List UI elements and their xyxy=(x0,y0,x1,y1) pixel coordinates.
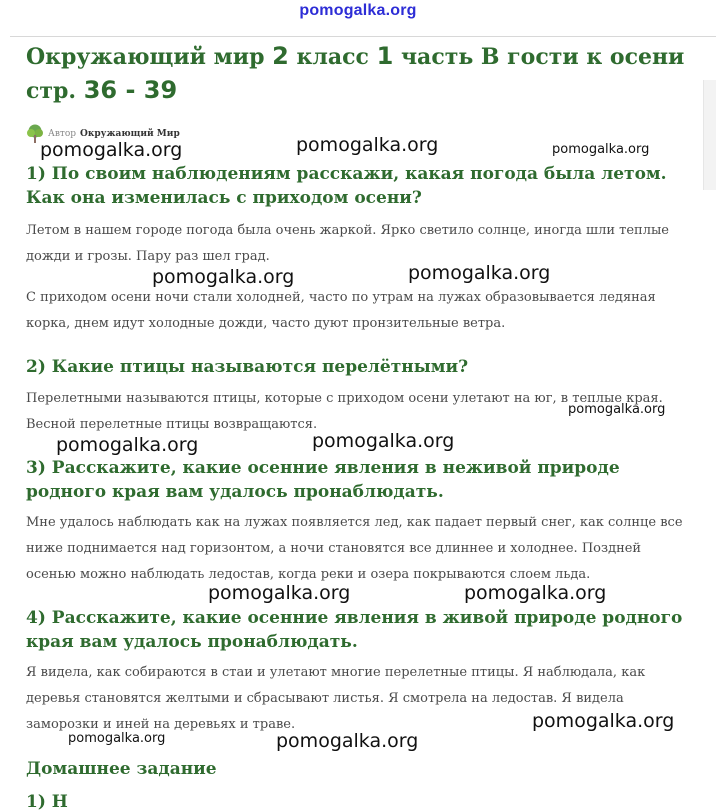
author-label: Автор xyxy=(48,129,77,139)
watermark: pomogalka.org xyxy=(208,582,351,604)
watermark: pomogalka.org xyxy=(40,139,183,161)
question-3-heading: 3) Расскажите, какие осенние явления в неживой природе родного края вам удалось пронаблюдать. xyxy=(26,458,620,502)
side-panel-edge xyxy=(703,80,716,190)
answer-3-paragraph-1: Мне удалось наблюдать как на лужах появляется лед, как падает первый снег, как солнце все ниже поднимается над горизонтом, а ночи становятся все длиннее и холоднее. Поздней осенью можно наблюдать ледостав, когда реки и озера покрываются слоем льда. xyxy=(26,515,683,582)
page-title xyxy=(26,40,686,108)
watermark: pomogalka.org xyxy=(532,710,675,732)
title-text-2: класс xyxy=(288,44,377,70)
question-4-heading: 4) Расскажите, какие осенние явления в живой природе родного края вам удалось пронаблюдать. xyxy=(26,608,683,652)
question-1-heading: 1) По своим наблюдениям расскажи, какая погода была летом. Как она изменилась с приходом осени? xyxy=(26,164,667,208)
title-grade-number: 2 xyxy=(272,42,289,70)
answer-1-paragraph-2: С приходом осени ночи стали холодней, часто по утрам на лужах образовывается ледяная корка, днем идут холодные дожди, часто дуют пронзительные ветра. xyxy=(26,290,656,331)
title-text-3: часть В гости к осени стр. xyxy=(26,44,685,104)
watermark: pomogalka.org xyxy=(408,262,551,284)
watermark: pomogalka.org xyxy=(296,134,439,156)
homework-question-1-partial: 1) Н xyxy=(26,792,68,812)
answer-4-paragraph-1: Я видела, как собираются в стаи и улетают многие перелетные птицы. Я наблюдала, как деревья становятся желтыми и сбрасывают листья. Я смотрела на ледостав. Я видела заморозки и иней на деревьях и траве. xyxy=(26,665,646,732)
watermark: pomogalka.org xyxy=(552,142,650,157)
title-pages: 36 - 39 xyxy=(83,76,178,104)
title-text-1: Окружающий мир xyxy=(26,44,273,70)
question-2-heading: 2) Какие птицы называются перелётными? xyxy=(26,357,469,377)
watermark: pomogalka.org xyxy=(276,730,419,752)
watermark: pomogalka.org xyxy=(464,582,607,604)
header-divider xyxy=(10,36,716,37)
homework-heading: Домашнее задание xyxy=(26,759,217,779)
title-part-number: 1 xyxy=(376,42,394,70)
site-watermark-top: pomogalka.org xyxy=(299,2,417,19)
article xyxy=(26,40,686,108)
watermark: pomogalka.org xyxy=(152,266,295,288)
watermark: pomogalka.org xyxy=(56,434,199,456)
answer-2-paragraph-1: Перелетными называются птицы, которые с приходом осени улетают на юг, в теплые края. Весной перелетные птицы возвращаются. xyxy=(26,391,663,432)
watermark: pomogalka.org xyxy=(68,731,166,746)
watermark: pomogalka.org xyxy=(568,402,666,417)
watermark: pomogalka.org xyxy=(312,430,455,452)
answer-1-paragraph-1: Летом в нашем городе погода была очень жаркой. Ярко светило солнце, иногда шли теплые дожди и грозы. Пару раз шел град. xyxy=(26,223,670,264)
author-name[interactable]: Окружающий Мир xyxy=(80,129,180,139)
